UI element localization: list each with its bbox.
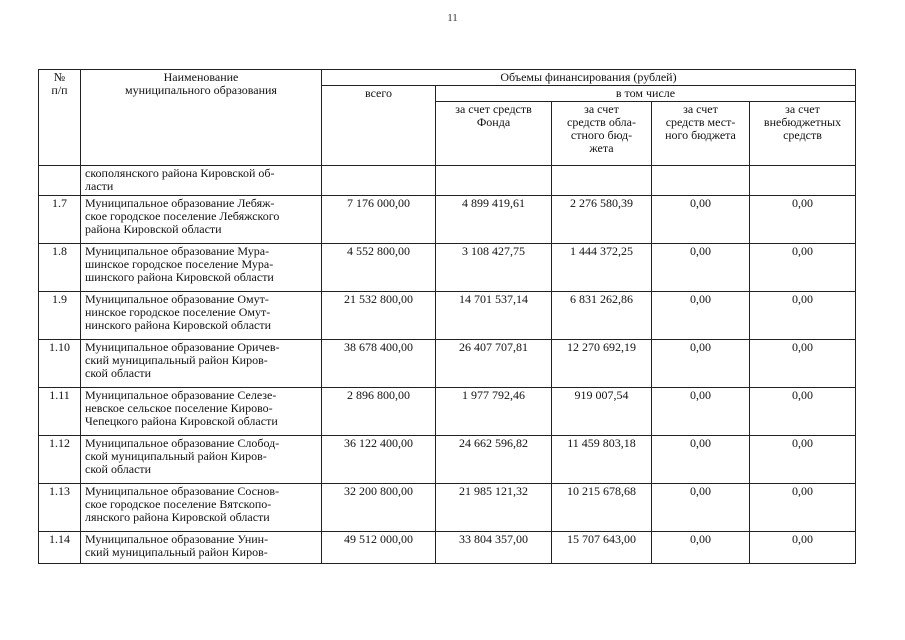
row-num: 1.11 — [39, 388, 81, 436]
row-num: 1.14 — [39, 532, 81, 564]
header-including: в том числе — [436, 86, 856, 102]
continuation-row — [39, 166, 856, 196]
row-name: Муниципальное образование Селезе- невское сельское поселение Кирово- Чепецкого района Кировской области — [81, 388, 322, 436]
header-num: № п/п — [39, 70, 81, 166]
row-fund: 26 407 707,81 — [436, 340, 552, 388]
row-offbudget: 0,00 — [750, 436, 856, 484]
row-regional: 6 831 262,86 — [552, 292, 652, 340]
row-fund: 24 662 596,82 — [436, 436, 552, 484]
row-name: Муниципальное образование Оричев- ский муниципальный район Киров- ской области — [81, 340, 322, 388]
row-name: Муниципальное образование Омут- нинское городское поселение Омут- нинского района Кировской области — [81, 292, 322, 340]
row-fund: 21 985 121,32 — [436, 484, 552, 532]
table-row — [39, 340, 856, 388]
row-fund: 14 701 537,14 — [436, 292, 552, 340]
row-num: 1.8 — [39, 244, 81, 292]
row-fund: 1 977 792,46 — [436, 388, 552, 436]
row-regional: 15 707 643,00 — [552, 532, 652, 564]
row-fund: 4 899 419,61 — [436, 196, 552, 244]
row-total: 49 512 000,00 — [322, 532, 436, 564]
row-offbudget: 0,00 — [750, 484, 856, 532]
row-regional: 11 459 803,18 — [552, 436, 652, 484]
row-local: 0,00 — [652, 340, 750, 388]
continuation-local — [652, 166, 750, 196]
row-local: 0,00 — [652, 436, 750, 484]
row-total: 36 122 400,00 — [322, 436, 436, 484]
row-name: Муниципальное образование Соснов- ское городское поселение Вятскопо- лянского района Кировской области — [81, 484, 322, 532]
row-name: Муниципальное образование Унин- ский муниципальный район Киров- — [81, 532, 322, 564]
row-local: 0,00 — [652, 292, 750, 340]
row-regional: 10 215 678,68 — [552, 484, 652, 532]
continuation-regional — [552, 166, 652, 196]
header-offbudget: за счет внебюджетных средств — [750, 102, 856, 166]
row-total: 7 176 000,00 — [322, 196, 436, 244]
row-fund: 3 108 427,75 — [436, 244, 552, 292]
row-regional: 2 276 580,39 — [552, 196, 652, 244]
table-row — [39, 244, 856, 292]
header-regional: за счет средств обла- стного бюд- жета — [552, 102, 652, 166]
row-total: 4 552 800,00 — [322, 244, 436, 292]
row-total: 21 532 800,00 — [322, 292, 436, 340]
row-local: 0,00 — [652, 196, 750, 244]
financing-table — [38, 69, 856, 564]
row-regional: 919 007,54 — [552, 388, 652, 436]
row-total: 2 896 800,00 — [322, 388, 436, 436]
row-num: 1.7 — [39, 196, 81, 244]
row-offbudget: 0,00 — [750, 340, 856, 388]
row-local: 0,00 — [652, 244, 750, 292]
row-num: 1.9 — [39, 292, 81, 340]
row-total: 38 678 400,00 — [322, 340, 436, 388]
row-num: 1.12 — [39, 436, 81, 484]
header-total: всего — [322, 86, 436, 166]
row-offbudget: 0,00 — [750, 532, 856, 564]
header-fund: за счет средств Фонда — [436, 102, 552, 166]
page-number: 11 — [447, 12, 458, 24]
row-regional: 12 270 692,19 — [552, 340, 652, 388]
table-row — [39, 484, 856, 532]
row-total: 32 200 800,00 — [322, 484, 436, 532]
table-row — [39, 388, 856, 436]
row-num: 1.13 — [39, 484, 81, 532]
row-local: 0,00 — [652, 484, 750, 532]
header-name: Наименование муниципального образования — [81, 70, 322, 166]
row-name: Муниципальное образование Слобод- ской муниципальный район Киров- ской области — [81, 436, 322, 484]
row-num: 1.10 — [39, 340, 81, 388]
header-local: за счет средств мест- ного бюджета — [652, 102, 750, 166]
table-row — [39, 436, 856, 484]
table-row — [39, 292, 856, 340]
continuation-total — [322, 166, 436, 196]
table-row — [39, 532, 856, 564]
table-row — [39, 196, 856, 244]
row-local: 0,00 — [652, 388, 750, 436]
continuation-offbudget — [750, 166, 856, 196]
row-name: Муниципальное образование Мура- шинское городское поселение Мура- шинского района Кировской области — [81, 244, 322, 292]
row-regional: 1 444 372,25 — [552, 244, 652, 292]
row-offbudget: 0,00 — [750, 292, 856, 340]
continuation-fund — [436, 166, 552, 196]
continuation-num — [39, 166, 81, 196]
row-offbudget: 0,00 — [750, 196, 856, 244]
row-fund: 33 804 357,00 — [436, 532, 552, 564]
row-offbudget: 0,00 — [750, 388, 856, 436]
continuation-name: скополянского района Кировской об- ласти — [81, 166, 322, 196]
row-name: Муниципальное образование Лебяж- ское городское поселение Лебяжского района Кировской области — [81, 196, 322, 244]
header-volumes: Объемы финансирования (рублей) — [322, 70, 856, 86]
row-local: 0,00 — [652, 532, 750, 564]
row-offbudget: 0,00 — [750, 244, 856, 292]
